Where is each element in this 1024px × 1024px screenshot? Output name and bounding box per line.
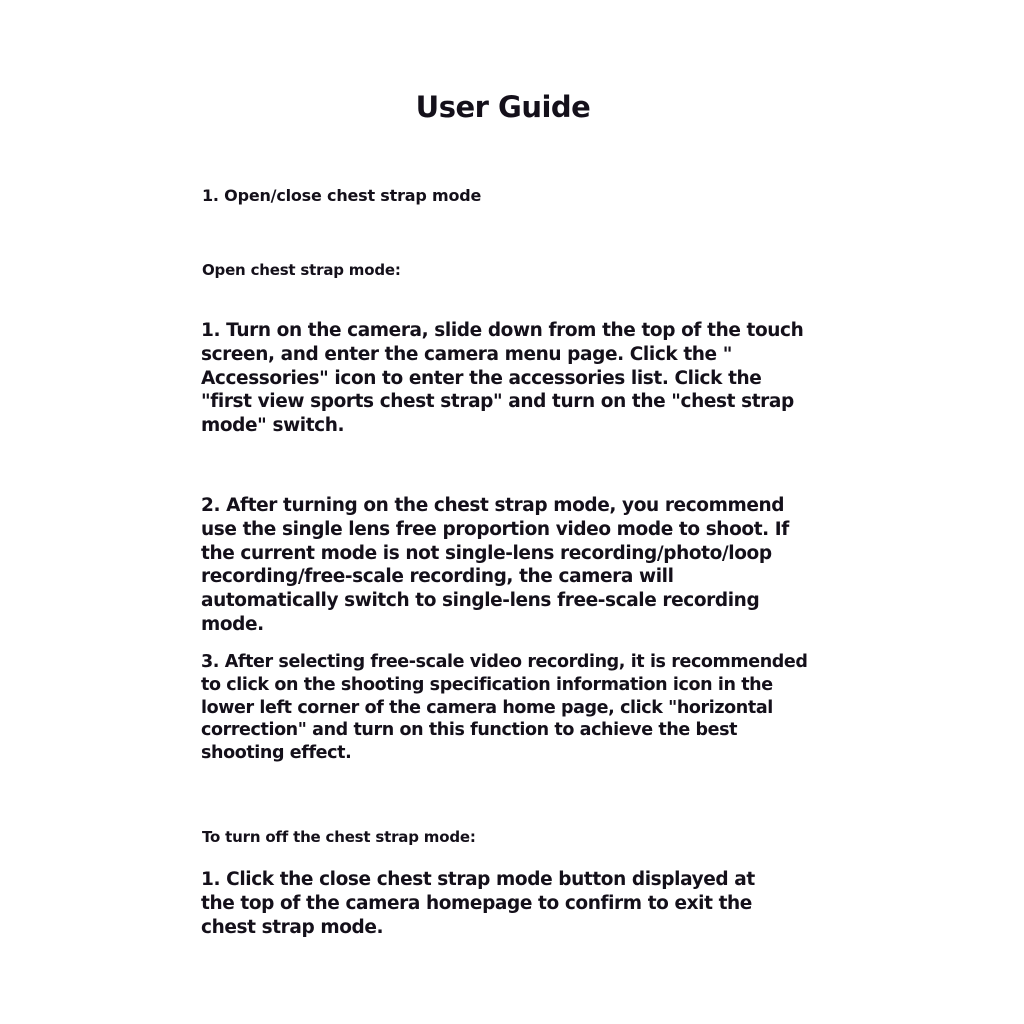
open-step-3: 3. After selecting free-scale video recording, it is recommended to click on the shooting specification information icon in the lower left corner of the camera home page, click "horizontal correction" and turn on this function to achieve the best shooting effect. <box>201 652 808 764</box>
close-step-1: 1. Click the close chest strap mode button displayed at the top of the camera homepage to confirm to exit the chest strap mode. <box>201 869 755 938</box>
open-step-1: 1. Turn on the camera, slide down from the top of the touch screen, and enter the camera menu page. Click the " Accessories" icon to enter the accessories list. Click the "first view sports chest strap" and turn on the "chest strap mode" switch. <box>201 320 804 437</box>
open-mode-heading: Open chest strap mode: <box>202 261 401 279</box>
section-heading: 1. Open/close chest strap mode <box>202 186 482 205</box>
open-step-2: 2. After turning on the chest strap mode, you recommend use the single lens free proportion video mode to shoot. If the current mode is not single-lens recording/photo/loop recording/free-scale recording, the camera will automatically switch to single-lens free-scale recording mode. <box>201 495 789 635</box>
page-title: User Guide <box>415 90 591 124</box>
close-mode-heading: To turn off the chest strap mode: <box>202 828 476 846</box>
